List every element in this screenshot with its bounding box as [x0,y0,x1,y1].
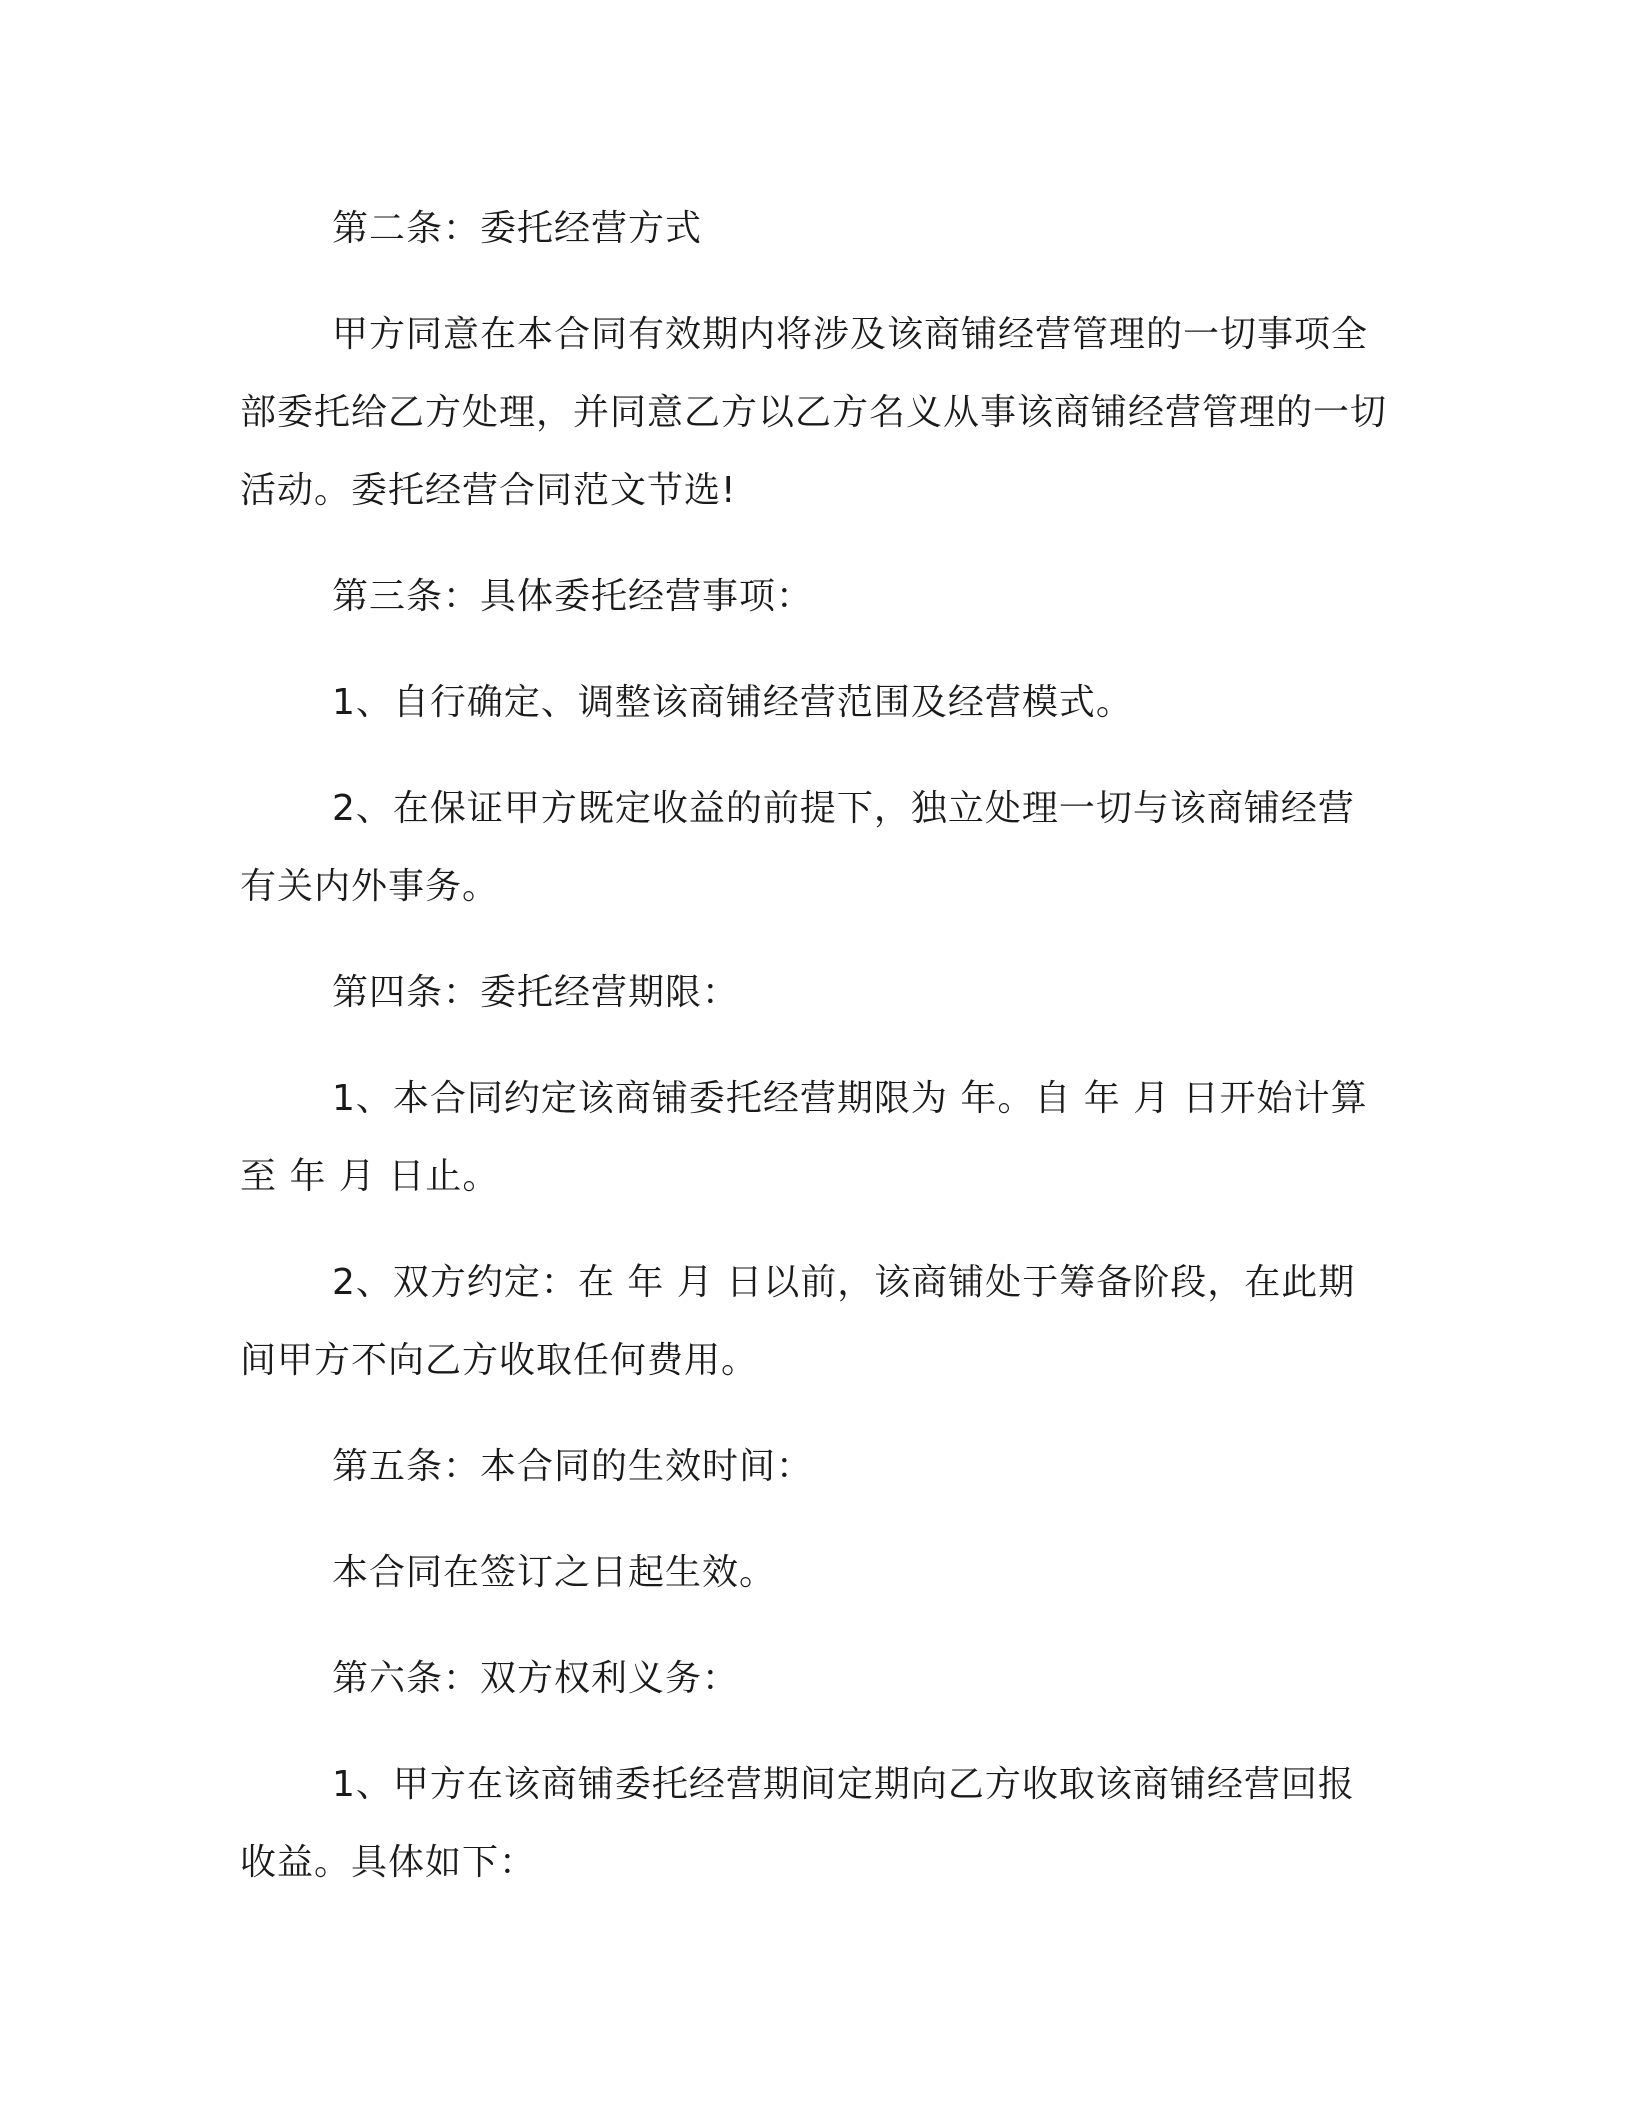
article-4-heading: 第四条：委托经营期限： [332,972,740,1013]
article-4-item-1: 1、本合同约定该商铺委托经营期限为 年。自 年 月 日开始计算至 年 月 日止。 [240,1078,1368,1197]
article-3-item-1: 1、自行确定、调整该商铺经营范围及经营模式。 [332,682,1133,723]
article-2-heading: 第二条：委托经营方式 [332,208,703,249]
article-3-heading: 第三条：具体委托经营事项： [332,576,814,617]
article-5-heading: 第五条：本合同的生效时间： [332,1446,814,1487]
article-3-item-2: 2、在保证甲方既定收益的前提下，独立处理一切与该商铺经营有关内外事务。 [240,788,1355,907]
article-6-item-1: 1、甲方在该商铺委托经营期间定期向乙方收取该商铺经营回报收益。具体如下： [240,1764,1355,1883]
article-4-item-2: 2、双方约定：在 年 月 日以前，该商铺处于筹备阶段，在此期间甲方不向乙方收取任何费用。 [240,1262,1356,1381]
document-body [240,190,1390,1902]
article-6-heading: 第六条：双方权利义务： [332,1658,740,1699]
article-2-body: 甲方同意在本合同有效期内将涉及该商铺经营管理的一切事项全部委托给乙方处理，并同意乙方以乙方名义从事该商铺经营管理的一切活动。委托经营合同范文节选! [240,314,1388,511]
article-5-body: 本合同在签订之日起生效。 [332,1552,777,1593]
